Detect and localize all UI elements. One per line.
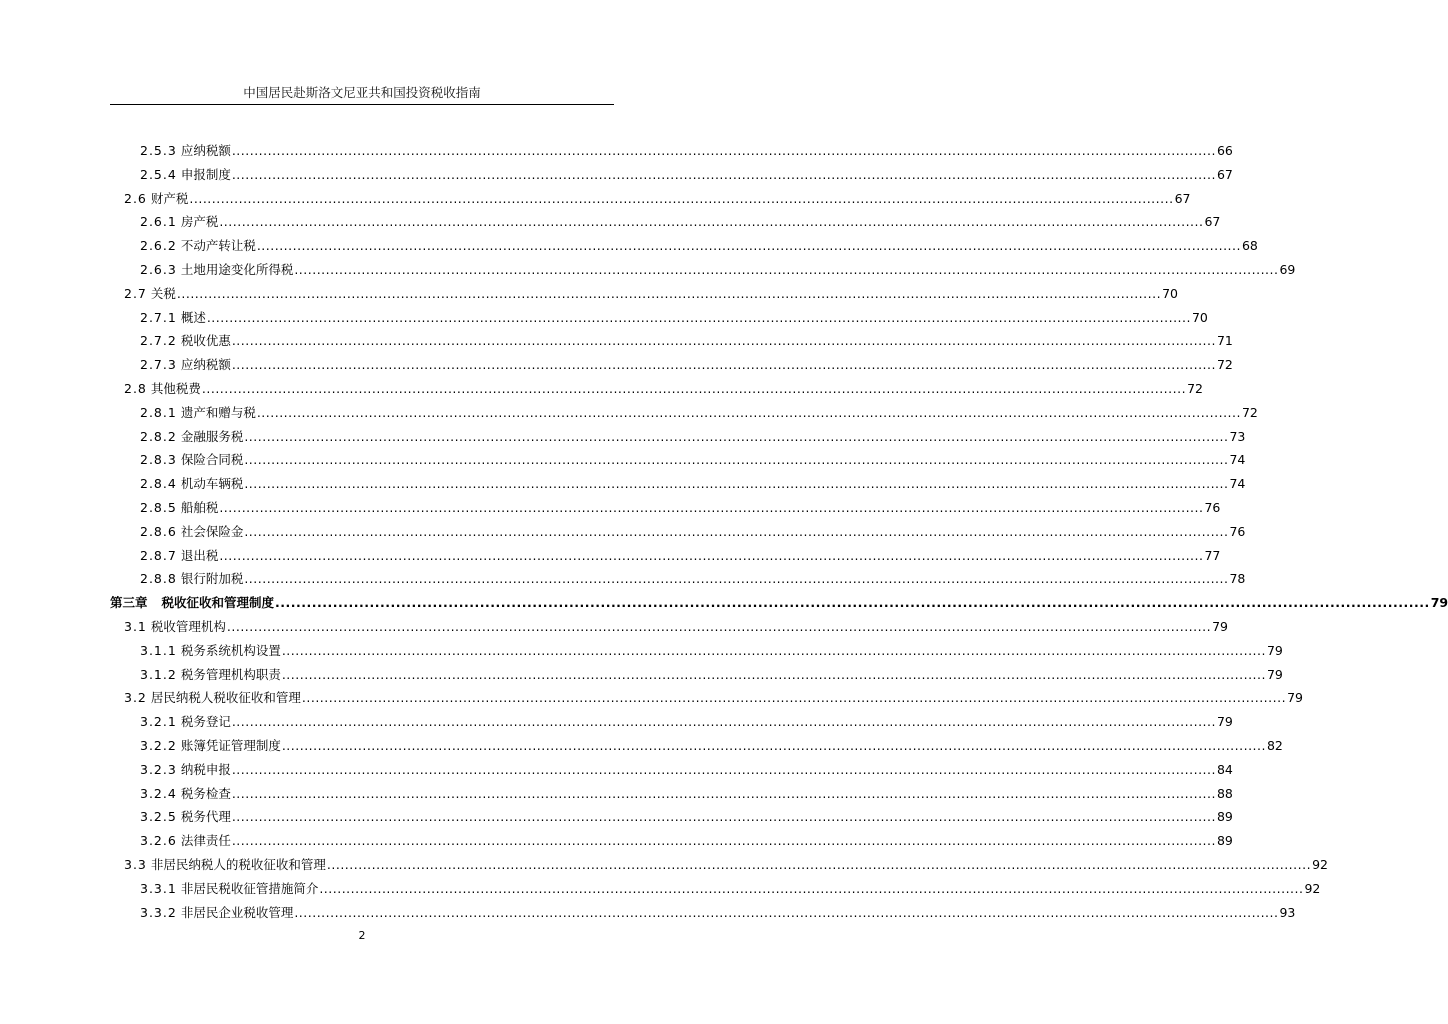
toc-entry-page: 67	[1204, 214, 1221, 230]
toc-entry-number: 2.5.3	[140, 143, 177, 158]
toc-entry-title: 税收征收和管理制度	[161, 595, 275, 611]
toc-entry[interactable]	[140, 877, 1321, 900]
toc-entry-page: 74	[1229, 452, 1246, 468]
toc-entry-title: 税务代理	[180, 809, 231, 825]
toc-entry-number: 2.6.3	[140, 262, 177, 277]
dot-leader: ............................................................................................................................................................................................................................	[244, 476, 1229, 492]
dot-leader: ............................................................................................................................................................................................................................	[231, 357, 1216, 373]
toc-entry-page: 89	[1216, 809, 1233, 825]
toc-entry[interactable]	[140, 639, 1283, 662]
toc-entry-page: 72	[1216, 357, 1233, 373]
toc-entry-title: 居民纳税人税收征收和管理	[150, 690, 301, 706]
toc-entry-number: 2.5.4	[140, 166, 177, 182]
dot-leader: ............................................................................................................................................................................................................................	[256, 404, 1241, 420]
dot-leader: ............................................................................................................................................................................................................................	[281, 642, 1266, 658]
toc-entry-page: 70	[1191, 309, 1208, 325]
dot-leader: ............................................................................................................................................................................................................................	[189, 190, 1174, 206]
toc-chapter-entry[interactable]	[110, 591, 1448, 614]
toc-entry-number: 2.8.7	[140, 547, 177, 563]
toc-entry-title: 税收管理机构	[150, 619, 226, 634]
toc-entry-number: 2.8.5	[140, 500, 177, 515]
toc-entry-page: 68	[1241, 238, 1258, 254]
toc-entry-page: 74	[1229, 476, 1246, 492]
toc-entry-number: 3.1	[124, 619, 147, 634]
toc-entry-number: 2.7.1	[140, 309, 177, 325]
toc-entry-page: 79	[1287, 690, 1303, 706]
toc-entry[interactable]	[140, 329, 1233, 352]
toc-entry[interactable]	[140, 163, 1233, 186]
toc-entry-page: 70	[1162, 285, 1178, 301]
dot-leader: ............................................................................................................................................................................................................................	[281, 738, 1266, 753]
toc-entry-title: 非居民企业税收管理	[180, 904, 294, 920]
toc-entry-page: 89	[1216, 833, 1233, 849]
toc-entry-title: 房产税	[180, 214, 219, 230]
toc-entry[interactable]	[140, 734, 1283, 757]
toc-entry-page: 84	[1216, 761, 1233, 777]
toc-entry[interactable]	[140, 306, 1208, 329]
toc-entry-number: 2.7.3	[140, 357, 177, 373]
toc-entry-number: 3.1.1	[140, 642, 177, 658]
dot-leader: ............................................................................................................................................................................................................................	[231, 761, 1216, 777]
dot-leader: ............................................................................................................................................................................................................................	[294, 904, 1279, 920]
dot-leader: ............................................................................................................................................................................................................................	[206, 309, 1191, 325]
toc-entry-title: 财产税	[150, 190, 189, 206]
toc-entry-page: 76	[1229, 523, 1246, 539]
toc-entry[interactable]	[140, 401, 1258, 424]
dot-leader: ............................................................................................................................................................................................................................	[231, 809, 1216, 825]
toc-entry-number: 3.2.6	[140, 833, 177, 849]
dot-leader: ............................................................................................................................................................................................................................	[319, 880, 1304, 896]
toc-entry-number: 3.1.2	[140, 666, 177, 682]
toc-entry-title: 税务系统机构设置	[180, 642, 281, 658]
toc-entry-number: 3.3.2	[140, 904, 177, 920]
header-title: 中国居民赴斯洛文尼亚共和国投资税收指南	[243, 85, 481, 100]
toc-entry-page: 71	[1216, 333, 1233, 349]
toc-entry[interactable]	[124, 853, 1328, 876]
toc-entry-title: 非居民纳税人的税收征收和管理	[150, 857, 326, 872]
dot-leader: ............................................................................................................................................................................................................................	[275, 595, 1430, 611]
toc-entry[interactable]	[124, 377, 1203, 400]
toc-entry-title: 银行附加税	[180, 571, 244, 587]
toc-entry[interactable]	[140, 210, 1221, 233]
toc-entry[interactable]	[140, 520, 1246, 543]
toc-entry-page: 92	[1304, 880, 1321, 896]
toc-entry-title: 税务管理机构职责	[180, 666, 281, 682]
toc-entry-title: 机动车辆税	[180, 476, 244, 492]
toc-entry-title: 社会保险金	[180, 523, 244, 539]
toc-entry[interactable]	[124, 615, 1228, 638]
toc-entry-number: 2.8.6	[140, 523, 177, 539]
dot-leader: ............................................................................................................................................................................................................................	[231, 143, 1216, 158]
toc-entry-number: 3.2.2	[140, 738, 177, 753]
toc-entry[interactable]	[140, 139, 1233, 162]
toc-entry-page: 93	[1279, 904, 1296, 920]
toc-entry-number: 3.2.5	[140, 809, 177, 825]
dot-leader: ............................................................................................................................................................................................................................	[176, 285, 1162, 301]
toc-entry-page: 82	[1266, 738, 1283, 753]
toc-entry-title: 应纳税额	[180, 143, 231, 158]
toc-entry-title: 账簿凭证管理制度	[180, 738, 281, 753]
toc-entry-number: 2.7.2	[140, 333, 177, 349]
toc-entry-number: 3.2.3	[140, 761, 177, 777]
toc-entry-page: 69	[1279, 262, 1296, 277]
dot-leader: ............................................................................................................................................................................................................................	[219, 547, 1204, 563]
toc-entry[interactable]	[140, 448, 1246, 471]
toc-entry-title: 船舶税	[180, 500, 219, 515]
dot-leader: ............................................................................................................................................................................................................................	[231, 333, 1216, 349]
dot-leader: ............................................................................................................................................................................................................................	[219, 214, 1204, 230]
dot-leader: ............................................................................................................................................................................................................................	[231, 785, 1216, 801]
toc-entry[interactable]	[140, 425, 1246, 448]
toc-entry-title: 应纳税额	[180, 357, 231, 373]
dot-leader: ............................................................................................................................................................................................................................	[256, 238, 1241, 254]
toc-entry-page: 79	[1212, 619, 1228, 634]
toc-entry-title: 税务检查	[180, 785, 231, 801]
toc-entry[interactable]	[140, 496, 1221, 519]
toc-entry-number: 3.3.1	[140, 880, 177, 896]
toc-entry-title: 税收优惠	[180, 333, 231, 349]
dot-leader: ............................................................................................................................................................................................................................	[281, 666, 1266, 682]
toc-entry-page: 77	[1204, 547, 1221, 563]
dot-leader: ............................................................................................................................................................................................................................	[231, 714, 1216, 730]
toc-entry-number: 3.2	[124, 690, 147, 706]
dot-leader: ............................................................................................................................................................................................................................	[231, 833, 1216, 849]
toc-entry[interactable]	[140, 782, 1233, 805]
toc-entry-title: 遗产和赠与税	[180, 404, 256, 420]
toc-entry-title: 关税	[150, 285, 176, 301]
toc-entry-number: 2.8.2	[140, 428, 177, 444]
toc-entry-title: 纳税申报	[180, 761, 231, 777]
toc-entry-number: 2.6.1	[140, 214, 177, 230]
toc-entry-number: 2.8.3	[140, 452, 177, 468]
toc-entry[interactable]	[140, 258, 1296, 281]
dot-leader: ............................................................................................................................................................................................................................	[226, 619, 1212, 634]
toc-entry-page: 67	[1216, 166, 1233, 182]
toc-entry[interactable]	[140, 472, 1246, 495]
toc-entry-page: 72	[1187, 381, 1203, 396]
toc-entry-number: 第三章	[110, 595, 148, 611]
dot-leader: ............................................................................................................................................................................................................................	[326, 857, 1312, 872]
toc-entry-title: 土地用途变化所得税	[180, 262, 294, 277]
toc-entry[interactable]	[140, 544, 1221, 567]
toc-entry-page: 73	[1229, 428, 1246, 444]
toc-entry-page: 72	[1241, 404, 1258, 420]
toc-entry-page: 76	[1204, 500, 1221, 515]
toc-entry-page: 88	[1216, 785, 1233, 801]
toc-entry[interactable]	[140, 829, 1233, 852]
dot-leader: ............................................................................................................................................................................................................................	[244, 452, 1229, 468]
toc-entry-page: 92	[1312, 857, 1328, 872]
dot-leader: ............................................................................................................................................................................................................................	[219, 500, 1204, 515]
toc-entry-title: 不动产转让税	[180, 238, 256, 254]
toc-entry-number: 2.8.4	[140, 476, 177, 492]
toc-entry[interactable]	[124, 187, 1191, 210]
toc-entry[interactable]	[140, 901, 1296, 924]
toc-entry-number: 3.2.1	[140, 714, 177, 730]
toc-entry-title: 退出税	[180, 547, 219, 563]
toc-entry-number: 2.8.8	[140, 571, 177, 587]
toc-entry-title: 保险合同税	[180, 452, 244, 468]
page-number: 2	[358, 929, 366, 942]
toc-entry-title: 概述	[180, 309, 206, 325]
toc-entry[interactable]	[140, 234, 1258, 257]
toc-entry[interactable]	[140, 663, 1283, 686]
toc-entry-page: 67	[1174, 190, 1191, 206]
toc-entry-page: 78	[1229, 571, 1246, 587]
toc-entry[interactable]	[124, 282, 1178, 305]
toc-entry-number: 3.3	[124, 857, 147, 872]
dot-leader: ............................................................................................................................................................................................................................	[244, 428, 1229, 444]
dot-leader: ............................................................................................................................................................................................................................	[244, 571, 1229, 587]
dot-leader: ............................................................................................................................................................................................................................	[231, 166, 1216, 182]
toc-entry-title: 法律责任	[180, 833, 231, 849]
toc-entry-page: 79	[1216, 714, 1233, 730]
toc-entry-title: 税务登记	[180, 714, 231, 730]
toc-entry-title: 其他税费	[150, 381, 201, 396]
toc-entry-number: 2.6.2	[140, 238, 177, 254]
toc-entry-number: 2.6	[124, 190, 147, 206]
toc-entry-number: 2.8.1	[140, 404, 177, 420]
toc-entry[interactable]	[124, 686, 1303, 709]
toc-entry-page: 79	[1266, 642, 1283, 658]
dot-leader: ............................................................................................................................................................................................................................	[301, 690, 1287, 706]
toc-entry-page: 79	[1430, 595, 1448, 611]
toc-entry-page: 79	[1266, 666, 1283, 682]
toc-entry-title: 非居民税收征管措施简介	[180, 880, 319, 896]
toc-entry[interactable]	[140, 710, 1233, 733]
toc-entry-number: 3.2.4	[140, 785, 177, 801]
toc-entry[interactable]	[140, 567, 1246, 590]
toc-entry-title: 申报制度	[180, 166, 231, 182]
page-header	[110, 84, 614, 105]
toc-entry[interactable]	[140, 758, 1233, 781]
dot-leader: ............................................................................................................................................................................................................................	[201, 381, 1187, 396]
dot-leader: ............................................................................................................................................................................................................................	[294, 262, 1279, 277]
toc-entry-number: 2.8	[124, 381, 147, 396]
toc-entry[interactable]	[140, 805, 1233, 828]
toc-entry[interactable]	[140, 353, 1233, 376]
toc-entry-number: 2.7	[124, 285, 147, 301]
dot-leader: ............................................................................................................................................................................................................................	[244, 523, 1229, 539]
toc-entry-page: 66	[1216, 143, 1233, 158]
toc-entry-title: 金融服务税	[180, 428, 244, 444]
